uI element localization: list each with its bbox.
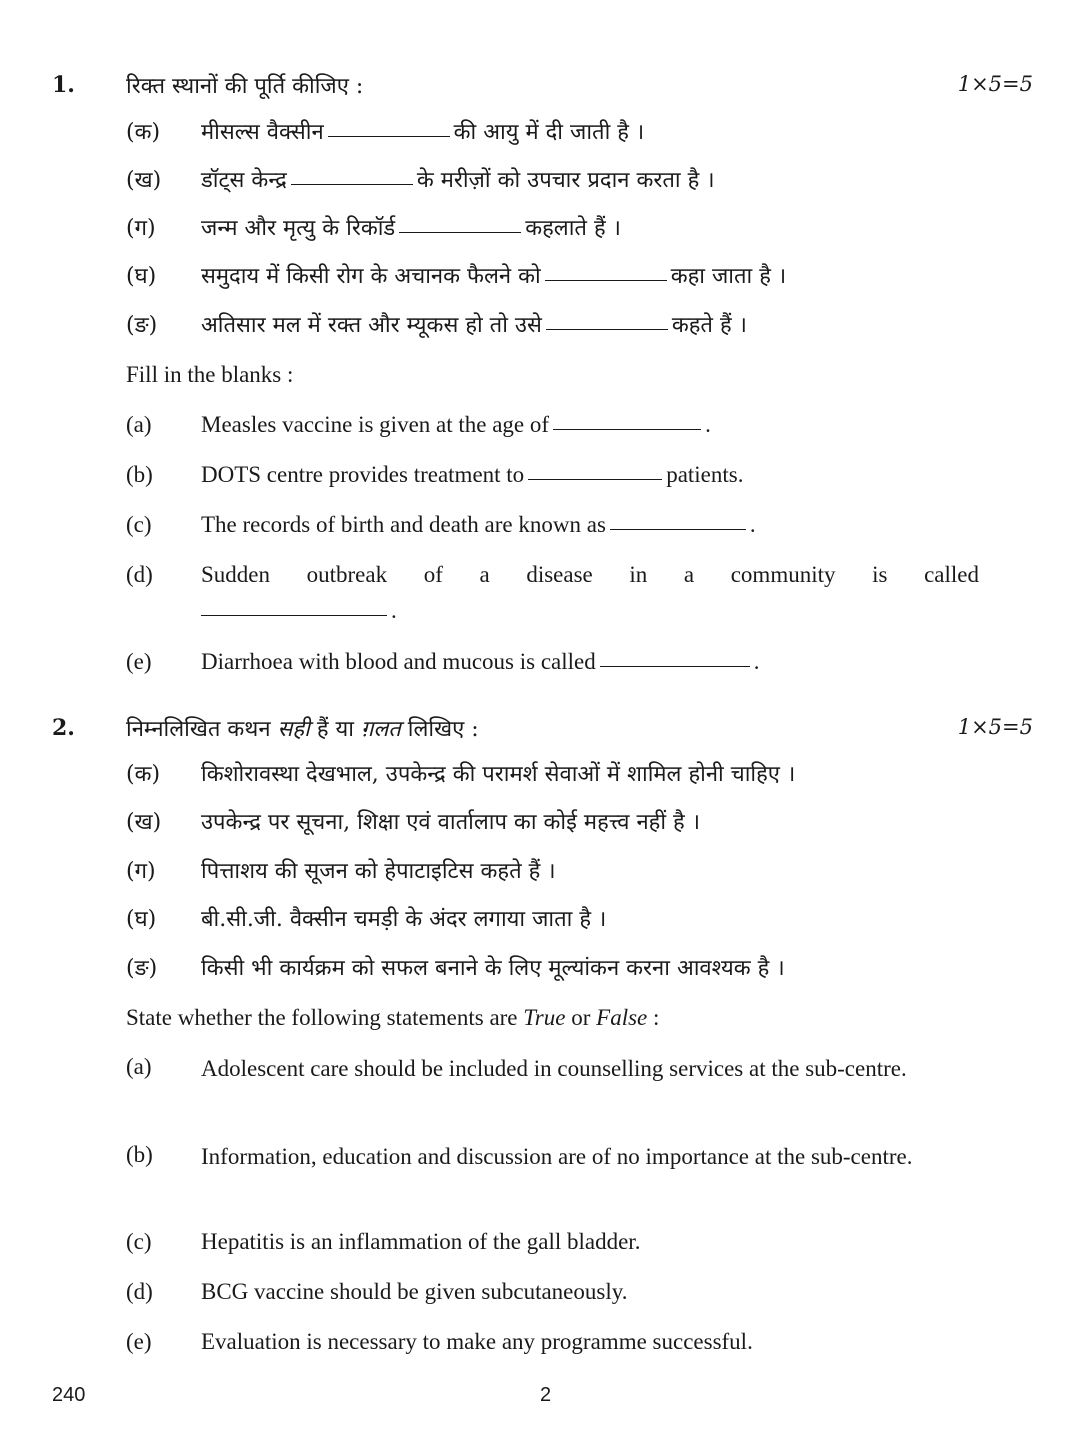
marks: 1×5=5: [957, 72, 1033, 96]
english-item: [0, 1279, 1091, 1309]
item-text: कहा जाता है ।: [670, 264, 787, 289]
answer-blank: [553, 428, 701, 430]
english-item: [0, 462, 1091, 492]
item-label: (b): [126, 462, 153, 487]
english-item: [0, 1329, 1091, 1359]
item-label: (a): [126, 412, 152, 437]
question-number: 1.: [52, 72, 75, 98]
item-text: किशोरावस्था देखभाल, उपकेन्द्र की परामर्श सेवाओं में शामिल होनी चाहिए ।: [201, 762, 796, 787]
item-text: Diarrhoea with blood and mucous is called: [201, 649, 596, 674]
item-text: पित्ताशय की सूजन को हेपाटाइटिस कहते हैं ।: [201, 859, 556, 884]
item-text: बी.सी.जी. वैक्सीन चमड़ी के अंदर लगाया जाता है ।: [201, 907, 607, 932]
item-text: मीसल्स वैक्सीन: [201, 120, 324, 145]
item-label: (b): [126, 1142, 153, 1167]
item-label: (e): [126, 649, 152, 674]
item-label: (c): [126, 512, 152, 537]
english-item: [0, 1142, 1091, 1218]
page-number: 2: [540, 1384, 552, 1406]
hindi-item: [0, 116, 1091, 146]
item-label: (घ): [126, 907, 157, 932]
item-label: (d): [126, 1279, 153, 1304]
item-text: किसी भी कार्यक्रम को सफल बनाने के लिए मूल्यांकन करना आवश्यक है ।: [201, 956, 785, 981]
answer-blank: [291, 183, 413, 185]
item-text: जन्म और मृत्यु के रिकॉर्ड: [201, 216, 396, 241]
hindi-item: [0, 952, 1091, 982]
paper-code: 240: [52, 1384, 86, 1406]
answer-blank: [328, 135, 450, 137]
hindi-item: [0, 260, 1091, 290]
english-item: [0, 512, 1091, 542]
hindi-item: [0, 903, 1091, 933]
english-item: [0, 1054, 1091, 1130]
item-text: की आयु में दी जाती है ।: [453, 120, 645, 145]
item-text: कहते हैं ।: [671, 313, 747, 338]
item-text: अतिसार मल में रक्त और म्यूकस हो तो उसे: [201, 313, 542, 338]
english-item: [0, 1229, 1091, 1259]
item-text: .: [753, 649, 760, 674]
item-label: (ग): [126, 216, 156, 241]
item-text: Hepatitis is an inflammation of the gall bladder.: [201, 1229, 641, 1254]
hindi-item: [0, 806, 1091, 836]
item-label: (a): [126, 1054, 152, 1079]
english-item: [0, 412, 1091, 442]
item-label: (e): [126, 1329, 152, 1354]
question-title: रिक्त स्थानों की पूर्ति कीजिए :: [126, 74, 364, 99]
item-text: उपकेन्द्र पर सूचना, शिक्षा एवं वार्तालाप का कोई महत्त्व नहीं है ।: [201, 810, 701, 835]
answer-blank: [201, 614, 387, 616]
item-text: BCG vaccine should be given subcutaneously.: [201, 1279, 628, 1304]
item-label: (d): [126, 562, 153, 587]
item-label: (ग): [126, 859, 156, 884]
hindi-item: [0, 758, 1091, 788]
item-label: (ख): [126, 810, 162, 835]
english-instruction: State whether the following statements are True or False :: [126, 1005, 660, 1030]
item-label: (ङ): [126, 956, 158, 981]
item-text: Information, education and discussion are of no importance at the sub-centre.: [201, 1144, 913, 1169]
item-label: (ख): [126, 168, 162, 193]
english-item: [0, 649, 1091, 679]
answer-blank: [610, 528, 746, 530]
question-title: निम्नलिखित कथन सही हैं या ग़लत लिखिए :: [126, 717, 479, 742]
answer-blank: [528, 478, 662, 480]
question-number: 2.: [52, 715, 75, 741]
answer-blank: [600, 665, 750, 667]
item-text: कहलाते हैं ।: [525, 216, 621, 241]
hindi-item: [0, 212, 1091, 242]
item-label: (क): [126, 762, 161, 787]
item-text: डॉट्स केन्द्र: [201, 168, 287, 193]
answer-blank: [399, 231, 521, 233]
item-text: समुदाय में किसी रोग के अचानक फैलने को: [201, 264, 541, 289]
item-label: (ङ): [126, 313, 158, 338]
item-label: (क): [126, 120, 161, 145]
answer-blank: [545, 279, 667, 281]
item-text: Measles vaccine is given at the age of: [201, 412, 550, 437]
item-label: (c): [126, 1229, 152, 1254]
item-text: patients.: [666, 462, 744, 487]
item-text: .: [391, 598, 397, 623]
item-text: के मरीज़ों को उपचार प्रदान करता है ।: [416, 168, 715, 193]
item-text: The records of birth and death are known as: [201, 512, 606, 537]
item-text: .: [705, 412, 711, 437]
english-item: [0, 562, 1091, 632]
hindi-item: [0, 855, 1091, 885]
english-instruction: Fill in the blanks :: [126, 362, 294, 387]
hindi-item: [0, 309, 1091, 339]
hindi-item: [0, 164, 1091, 194]
item-text: Evaluation is necessary to make any programme successful.: [201, 1329, 753, 1354]
item-text: Sudden outbreak of a disease in a community is called: [201, 562, 979, 587]
item-text: .: [749, 512, 756, 537]
item-text: DOTS centre provides treatment to: [201, 462, 525, 487]
answer-blank: [546, 328, 668, 330]
marks: 1×5=5: [957, 715, 1033, 739]
item-label: (घ): [126, 264, 157, 289]
item-text: Adolescent care should be included in counselling services at the sub-centre.: [201, 1056, 907, 1081]
